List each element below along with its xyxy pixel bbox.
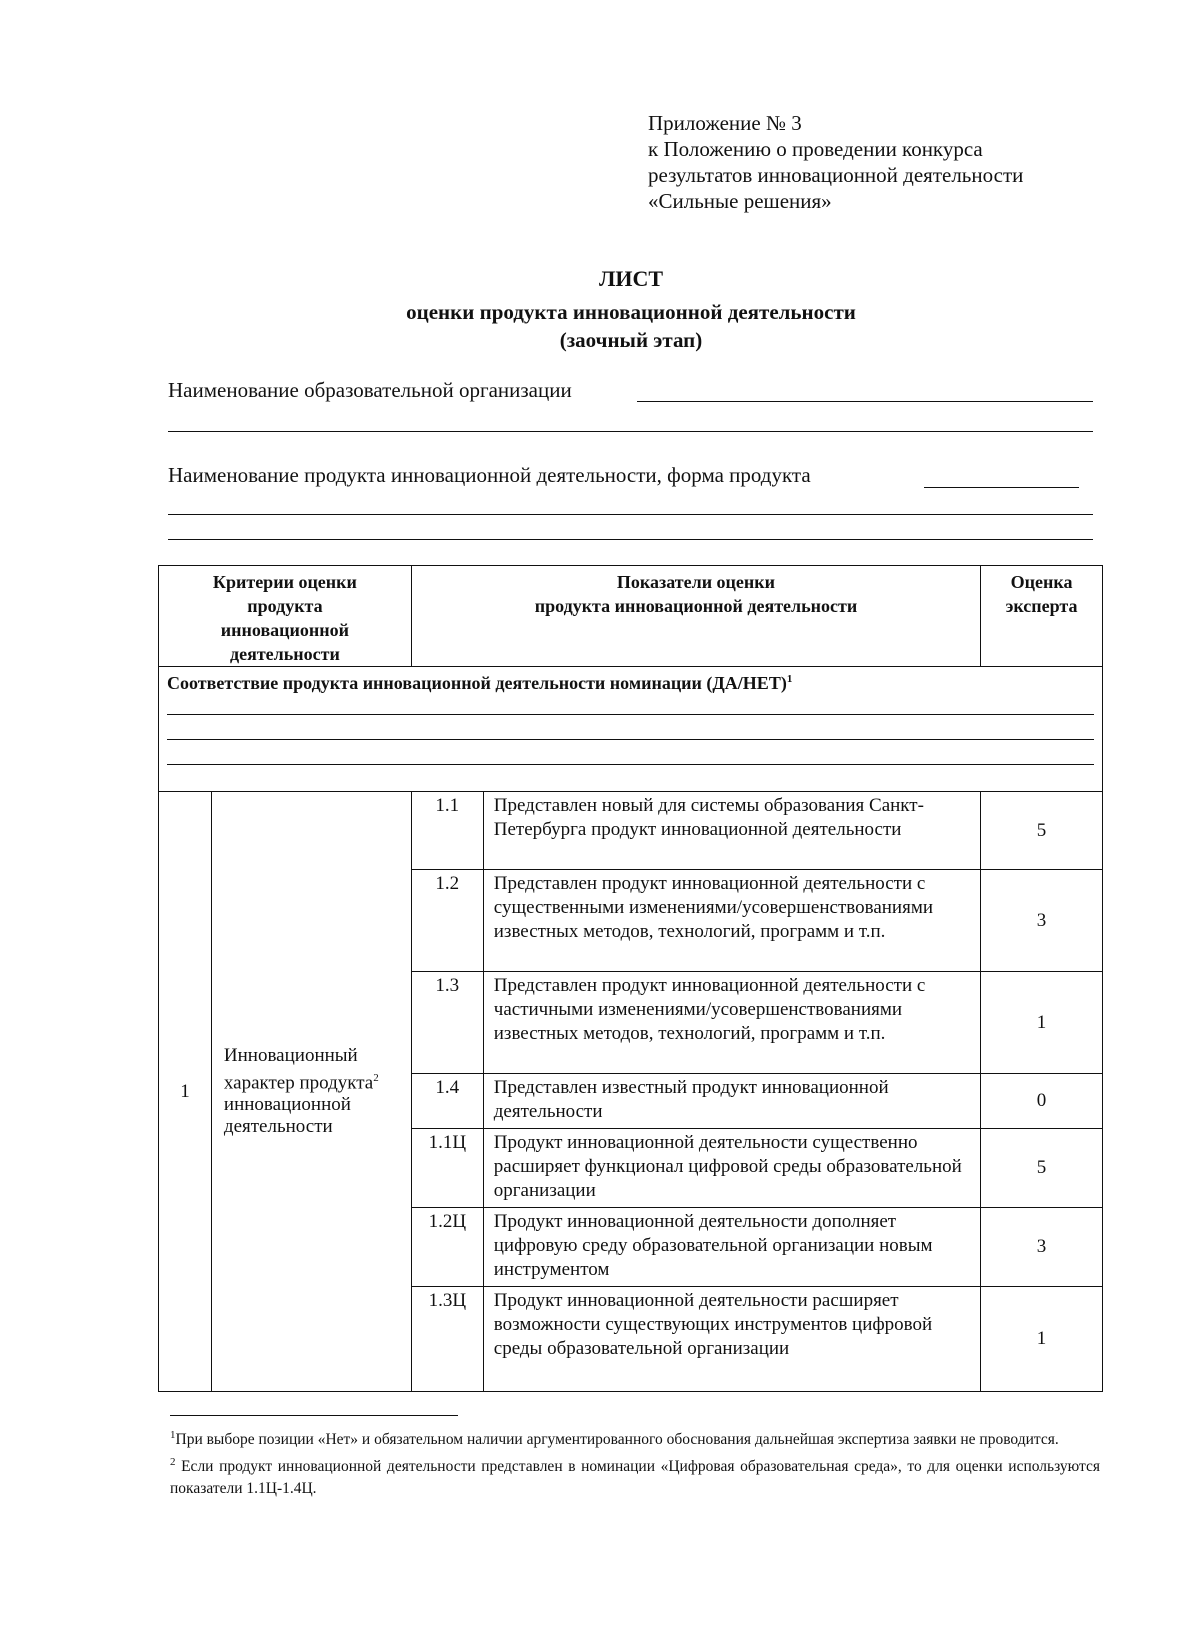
indicator-score: 5	[981, 1129, 1103, 1208]
indicator-text: Представлен известный продукт инновационной деятельности	[483, 1074, 980, 1129]
nomination-row	[159, 667, 1103, 792]
appendix-block	[648, 110, 1023, 214]
indicator-score: 3	[981, 1208, 1103, 1287]
organization-label: Наименование образовательной организации	[168, 378, 572, 402]
indicator-score: 0	[981, 1074, 1103, 1129]
footnote-divider	[170, 1415, 458, 1416]
appendix-line: «Сильные решения»	[648, 189, 832, 213]
appendix-line: к Положению о проведении конкурса	[648, 137, 983, 161]
evaluation-table	[158, 565, 1103, 1392]
organization-input-line[interactable]	[637, 401, 1093, 402]
indicator-text: Продукт инновационной деятельности дополняет цифровую среду образовательной организации новым инструментом	[483, 1208, 980, 1287]
nomination-text: Соответствие продукта инновационной деятельности номинации (ДА/НЕТ)	[167, 673, 787, 693]
product-label: Наименование продукта инновационной деятельности, форма продукта	[168, 463, 811, 487]
document-title: ЛИСТ	[598, 266, 664, 291]
header-criteria: Критерии оценки продукта инновационной деятельности	[159, 566, 412, 667]
indicator-code: 1.1	[411, 792, 483, 870]
criterion-name: Инновационный характер продукта$^2$ инновационной деятельности	[211, 792, 411, 1392]
document-subtitle: оценки продукта инновационной деятельности	[406, 300, 856, 324]
header-indicators: Показатели оценки продукта инновационной деятельности	[411, 566, 980, 667]
product-input-line[interactable]	[924, 487, 1079, 488]
footnote-ref: 1	[786, 673, 793, 685]
table-header-row	[159, 566, 1103, 667]
footnote-2: $^2$ Если продукт инновационной деятельности представлен в номинации «Цифровая образовательная среда», то для оценки используются показатели 1.1Ц-1.4Ц.	[170, 1456, 1100, 1498]
indicator-text: Продукт инновационной деятельности расширяет возможности существующих инструментов цифровой среды образовательной организации	[483, 1287, 980, 1392]
indicator-text: Представлен новый для системы образования Санкт-Петербурга продукт инновационной деятельности	[483, 792, 980, 870]
indicator-text: Представлен продукт инновационной деятельности с частичными изменениями/усовершенствованиями известных методов, технологий, программ и т.п.	[483, 972, 980, 1074]
nomination-input-line[interactable]	[167, 739, 1094, 740]
indicator-score: 1	[981, 1287, 1103, 1392]
indicator-code: 1.3Ц	[411, 1287, 483, 1392]
indicator-score: 5	[981, 792, 1103, 870]
indicator-code: 1.3	[411, 972, 483, 1074]
organization-input-line[interactable]	[168, 431, 1093, 432]
indicator-code: 1.1Ц	[411, 1129, 483, 1208]
header-score: Оценка эксперта	[981, 566, 1103, 667]
indicator-code: 1.2Ц	[411, 1208, 483, 1287]
indicator-code: 1.4	[411, 1074, 483, 1129]
footnotes	[170, 1424, 1100, 1500]
nomination-input-line[interactable]	[167, 764, 1094, 765]
nomination-cell	[159, 667, 1103, 792]
criterion-number: 1	[159, 792, 212, 1392]
indicator-text: Продукт инновационной деятельности существенно расширяет функционал цифровой среды образовательной организации	[483, 1129, 980, 1208]
indicator-text: Представлен продукт инновационной деятельности с существенными изменениями/усовершенствованиями известных методов, технологий, программ и т.п.	[483, 870, 980, 972]
product-input-line[interactable]	[168, 539, 1093, 540]
indicator-score: 3	[981, 870, 1103, 972]
appendix-line: результатов инновационной деятельности	[648, 163, 1024, 187]
indicator-score: 1	[981, 972, 1103, 1074]
nomination-input-line[interactable]	[167, 714, 1094, 715]
appendix-line: Приложение № 3	[648, 111, 802, 135]
document-stage: (заочный этап)	[559, 328, 703, 352]
table-row	[159, 792, 1103, 870]
footnote-1: $^1$При выборе позиции «Нет» и обязательном наличии аргументированного обоснования дальнейшая экспертиза заявки не проводится.	[170, 1429, 1059, 1449]
product-input-line[interactable]	[168, 514, 1093, 515]
indicator-code: 1.2	[411, 870, 483, 972]
